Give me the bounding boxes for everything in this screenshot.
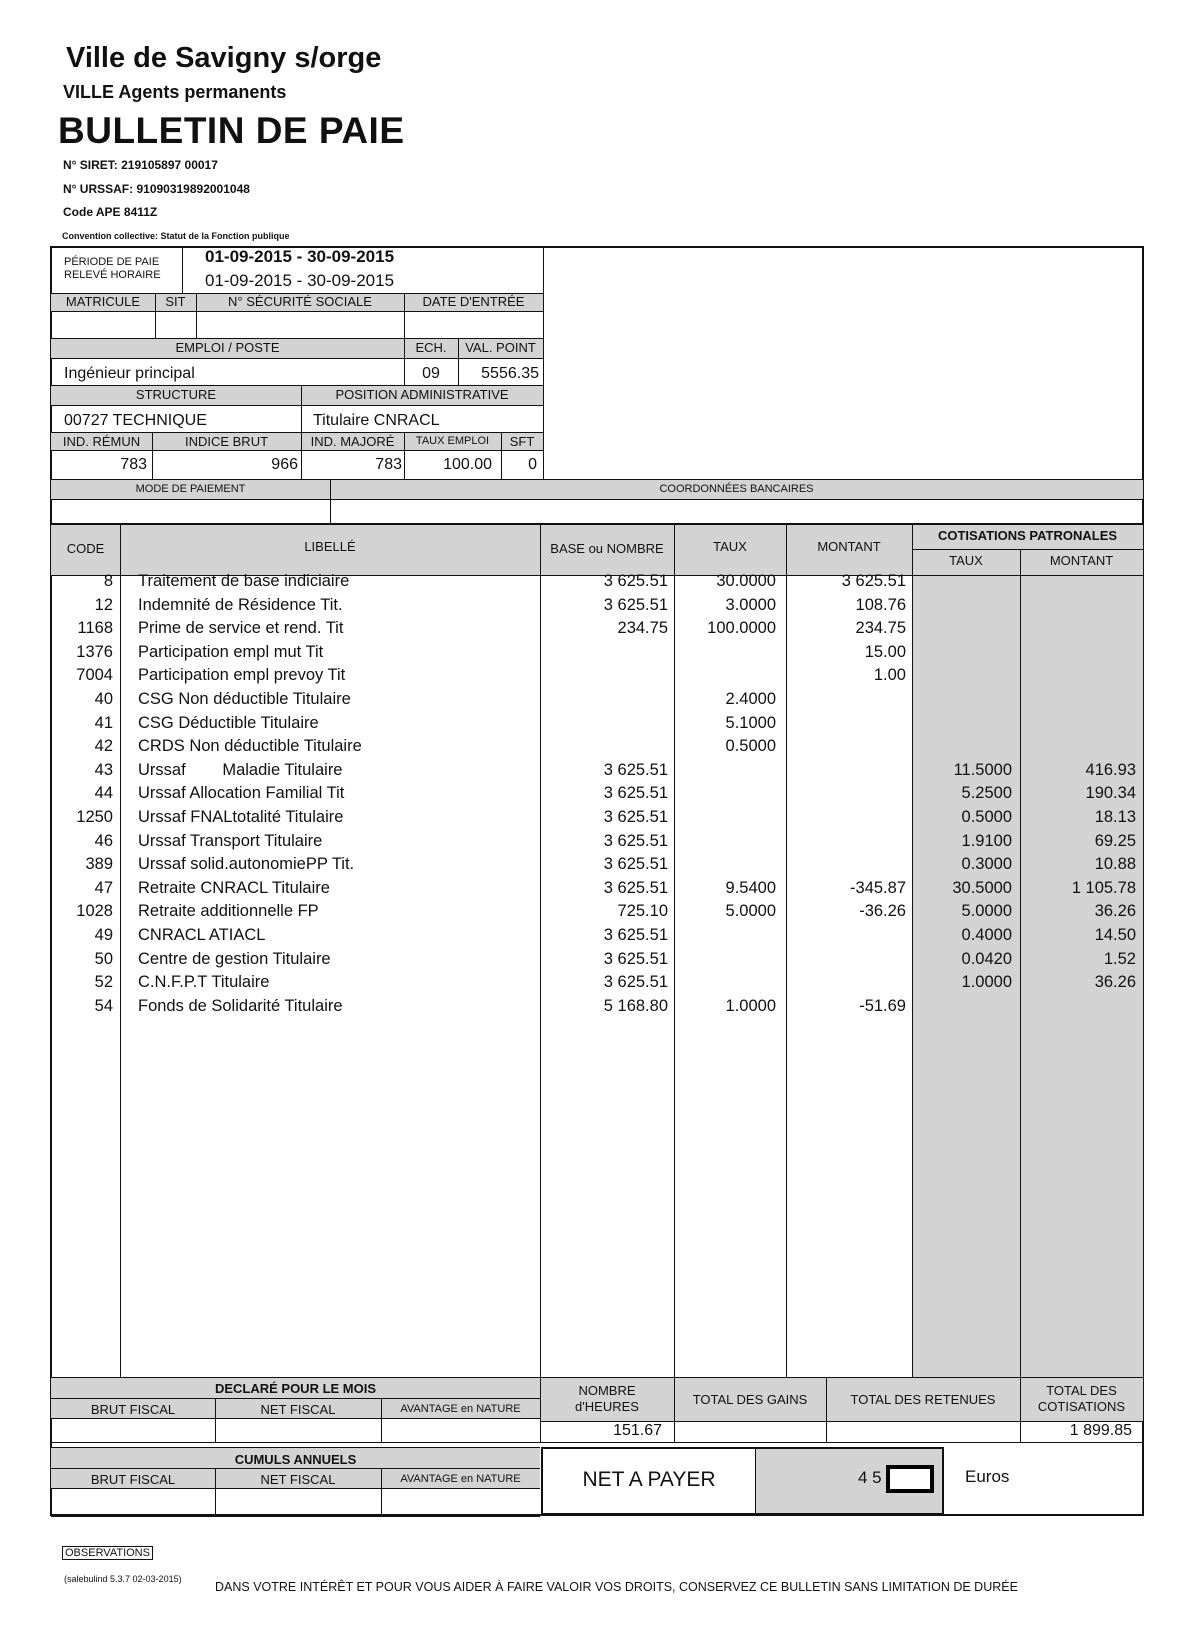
cell-code: 7004: [76, 666, 113, 685]
employer-subtitle: VILLE Agents permanents: [63, 82, 287, 102]
cell-code: 41: [94, 713, 113, 732]
cell-pat-montant: 10.88: [1094, 855, 1136, 874]
cell-taux: 100.0000: [707, 619, 776, 638]
cell-base: 5 168.80: [603, 996, 668, 1015]
cell-code: 1168: [77, 619, 113, 638]
cell-montant: 3 625.51: [841, 572, 906, 590]
cell-montant: 234.75: [855, 619, 906, 638]
col-base-header: BASE ou NOMBRE: [550, 541, 664, 556]
cell-pat-montant: 14.50: [1094, 926, 1136, 944]
cell-code: 44: [94, 784, 113, 803]
indbrut-label: INDICE BRUT: [184, 434, 269, 449]
cell-libelle: Participation empl prevoy Tit: [138, 666, 346, 685]
releve-value: 01-09-2015 - 30-09-2015: [205, 271, 395, 290]
col-taux-header: TAUX: [713, 539, 747, 554]
cell-base: 3 625.51: [603, 760, 668, 779]
cumul-avantage-label: AVANTAGE en NATURE: [400, 1473, 521, 1485]
secu-label: N° SÉCURITÉ SOCIALE: [228, 294, 372, 309]
cumul-net-fiscal-label: NET FISCAL: [260, 1472, 336, 1487]
col-libelle-header: LIBELLÉ: [304, 539, 356, 554]
heures-label-1: NOMBRE: [578, 1383, 636, 1398]
document-title: BULLETIN DE PAIE: [58, 110, 405, 151]
cell-base: 3 625.51: [603, 878, 668, 897]
cell-pat-montant: 36.26: [1094, 973, 1136, 992]
structure-label: STRUCTURE: [135, 387, 217, 402]
col-code-header: CODE: [66, 541, 105, 556]
urssaf-number: N° URSSAF: 91090319892001048: [63, 182, 250, 196]
retention-notice: DANS VOTRE INTÉRÊT ET POUR VOUS AIDER À FAIRE VALOIR VOS DROITS, CONSERVEZ CE BULLETIN SANS LIMITATION DE DURÉE: [215, 1580, 1018, 1594]
cell-base: 725.10: [617, 902, 668, 921]
cell-pat-taux: 0.5000: [961, 808, 1012, 826]
cell-pat-montant: 69.25: [1094, 831, 1136, 850]
col-montant-header: MONTANT: [817, 539, 881, 554]
cell-libelle: CRDS Non déductible Titulaire: [138, 737, 362, 756]
cell-base: 3 625.51: [603, 572, 668, 590]
siret: N° SIRET: 219105897 00017: [63, 158, 218, 172]
cell-pat-montant: 36.26: [1094, 902, 1136, 921]
valpoint-label: VAL. POINT: [465, 340, 536, 355]
cell-taux: 0.5000: [725, 737, 776, 756]
col-pat-taux-header: TAUX: [949, 553, 983, 568]
cell-code: 49: [94, 926, 113, 944]
total-cotis-label-2: COTISATIONS: [1037, 1399, 1126, 1414]
observations-label: OBSERVATIONS: [62, 1546, 153, 1560]
cell-pat-montant: 1 105.78: [1071, 878, 1136, 897]
cell-pat-taux: 0.3000: [961, 855, 1012, 874]
col-patronales-header: COTISATIONS PATRONALES: [937, 528, 1118, 543]
cell-taux: 5.0000: [725, 902, 776, 921]
cell-base: 234.75: [617, 619, 668, 638]
cell-taux: 9.5400: [725, 878, 776, 897]
avantage-label: AVANTAGE en NATURE: [400, 1403, 521, 1415]
heures-value: 151.67: [613, 1422, 662, 1439]
cell-libelle: CNRACL ATIACL: [138, 926, 266, 944]
cell-pat-taux: 0.4000: [961, 926, 1012, 944]
cell-base: 3 625.51: [603, 808, 668, 826]
cell-pat-montant: 416.93: [1085, 760, 1136, 779]
cell-libelle: C.N.F.P.T Titulaire: [138, 973, 270, 992]
position-label: POSITION ADMINISTRATIVE: [335, 387, 509, 402]
tauxemploi-label: TAUX EMPLOI: [415, 435, 490, 447]
cell-taux: 30.0000: [716, 572, 776, 590]
ape-code: Code APE 8411Z: [63, 205, 158, 219]
software-version: (salebulind 5.3.7 02-03-2015): [64, 1574, 182, 1584]
cell-base: 3 625.51: [603, 973, 668, 992]
cell-code: 54: [94, 996, 113, 1015]
emploi-label: EMPLOI / POSTE: [175, 340, 280, 355]
net-a-payer-label: NET A PAYER: [582, 1468, 716, 1491]
heures-label-2: d'HEURES: [575, 1399, 639, 1414]
cell-base: 3 625.51: [603, 949, 668, 968]
cell-libelle: Centre de gestion Titulaire: [138, 949, 331, 968]
cell-base: 3 625.51: [603, 831, 668, 850]
sit-label: SIT: [165, 294, 186, 309]
cell-base: 3 625.51: [603, 784, 668, 803]
cell-libelle: CSG Déductible Titulaire: [138, 713, 319, 732]
net-a-payer-value: 4 5: [858, 1468, 882, 1487]
cell-code: 12: [94, 595, 113, 614]
cell-montant: -51.69: [859, 996, 906, 1015]
cell-code: 389: [85, 855, 113, 874]
cell-libelle: CSG Non déductible Titulaire: [138, 690, 351, 708]
cell-code: 46: [94, 831, 113, 850]
cell-libelle: Participation empl mut Tit: [138, 642, 324, 661]
ech-label: ECH.: [415, 340, 447, 355]
cell-montant: 15.00: [864, 642, 906, 661]
cell-pat-taux: 5.2500: [961, 784, 1012, 803]
total-cotisations-value: 1 899.85: [1069, 1422, 1132, 1439]
cell-taux: 3.0000: [725, 595, 776, 614]
declare-label: DECLARÉ POUR LE MOIS: [214, 1381, 377, 1396]
cell-base: 3 625.51: [603, 926, 668, 944]
employer-name: Ville de Savigny s/orge: [66, 42, 382, 74]
coord-bancaires-label: COORDONNÉES BANCAIRES: [659, 483, 814, 495]
redaction-block: [886, 1465, 934, 1493]
cell-libelle: Urssaf solid.autonomiePP Tit.: [138, 855, 355, 874]
valpoint-value: 5556.35: [481, 365, 539, 382]
cell-pat-montant: 190.34: [1085, 784, 1136, 803]
brut-fiscal-label: BRUT FISCAL: [90, 1402, 176, 1417]
cell-pat-taux: 11.5000: [953, 760, 1012, 779]
cell-libelle: Fonds de Solidarité Titulaire: [138, 996, 343, 1015]
releve-label: RELEVÉ HORAIRE: [64, 269, 161, 281]
cell-pat-taux: 1.0000: [961, 973, 1012, 992]
cell-code: 50: [94, 949, 113, 968]
cell-pat-montant: 18.13: [1094, 808, 1136, 826]
cell-libelle: Retraite CNRACL Titulaire: [138, 878, 330, 897]
emploi-value: Ingénieur principal: [64, 365, 195, 382]
sft-label: SFT: [509, 434, 535, 449]
cell-pat-taux: 30.5000: [952, 878, 1012, 897]
cell-pat-taux: 5.0000: [961, 902, 1012, 921]
cell-code: 43: [94, 760, 113, 779]
cell-libelle: Urssaf Allocation Familial Tit: [138, 784, 345, 803]
cell-pat-taux: 0.0420: [961, 949, 1012, 968]
indmaj-value: 783: [375, 456, 402, 473]
cell-base: 3 625.51: [603, 855, 668, 874]
cell-code: 47: [94, 878, 113, 897]
currency-label: Euros: [965, 1467, 1010, 1486]
cell-libelle: Urssaf Transport Titulaire: [138, 831, 323, 850]
total-gains-label: TOTAL DES GAINS: [692, 1392, 808, 1407]
cumuls-label: CUMULS ANNUELS: [234, 1452, 357, 1467]
sft-value: 0: [528, 456, 537, 473]
position-value: Titulaire CNRACL: [313, 412, 440, 429]
indremun-label: IND. RÉMUN: [62, 434, 141, 449]
cell-code: 52: [94, 973, 113, 992]
matricule-label: MATRICULE: [65, 294, 141, 309]
total-retenues-label: TOTAL DES RETENUES: [850, 1392, 996, 1407]
cell-pat-taux: 1.9100: [961, 831, 1012, 850]
tauxemploi-value: 100.00: [443, 456, 492, 473]
indremun-value: 783: [120, 456, 147, 473]
cell-taux: 1.0000: [725, 996, 776, 1015]
cell-pat-montant: 1.52: [1103, 949, 1136, 968]
periode-value: 01-09-2015 - 30-09-2015: [205, 247, 395, 266]
cell-code: 42: [94, 737, 113, 756]
cell-montant: -345.87: [850, 878, 906, 897]
cell-taux: 2.4000: [725, 690, 776, 708]
ech-value: 09: [422, 365, 440, 382]
net-fiscal-label: NET FISCAL: [260, 1402, 336, 1417]
cell-libelle: Indemnité de Résidence Tit.: [138, 595, 343, 614]
structure-value: 00727 TECHNIQUE: [64, 412, 207, 429]
cell-taux: 5.1000: [725, 713, 776, 732]
cell-libelle: Traitement de base indiciaire: [138, 572, 350, 590]
indmaj-label: IND. MAJORÉ: [310, 434, 395, 449]
cell-libelle: Retraite additionnelle FP: [138, 902, 319, 921]
cell-montant: 108.76: [855, 595, 906, 614]
cell-code: 40: [94, 690, 113, 708]
cell-libelle: Urssaf FNALtotalité Titulaire: [138, 808, 344, 826]
indbrut-value: 966: [271, 456, 298, 473]
cell-base: 3 625.51: [603, 595, 668, 614]
cell-code: 8: [103, 572, 113, 590]
cell-code: 1250: [76, 808, 113, 826]
cell-montant: -36.26: [859, 902, 906, 921]
cell-libelle: Urssaf Maladie Titulaire: [138, 760, 343, 779]
total-cotis-label-1: TOTAL DES: [1046, 1383, 1117, 1398]
cumul-brut-fiscal-label: BRUT FISCAL: [90, 1472, 176, 1487]
periode-label: PÉRIODE DE PAIE: [64, 256, 160, 268]
cell-code: 1376: [76, 642, 113, 661]
mode-paiement-label: MODE DE PAIEMENT: [135, 483, 246, 495]
col-pat-montant-header: MONTANT: [1049, 553, 1114, 568]
entree-label: DATE D'ENTRÉE: [422, 294, 525, 309]
convention-collective: Convention collective: Statut de la Fonction publique: [62, 231, 290, 241]
cell-montant: 1.00: [873, 666, 906, 685]
cell-libelle: Prime de service et rend. Tit: [138, 619, 344, 638]
cell-code: 1028: [76, 902, 113, 921]
